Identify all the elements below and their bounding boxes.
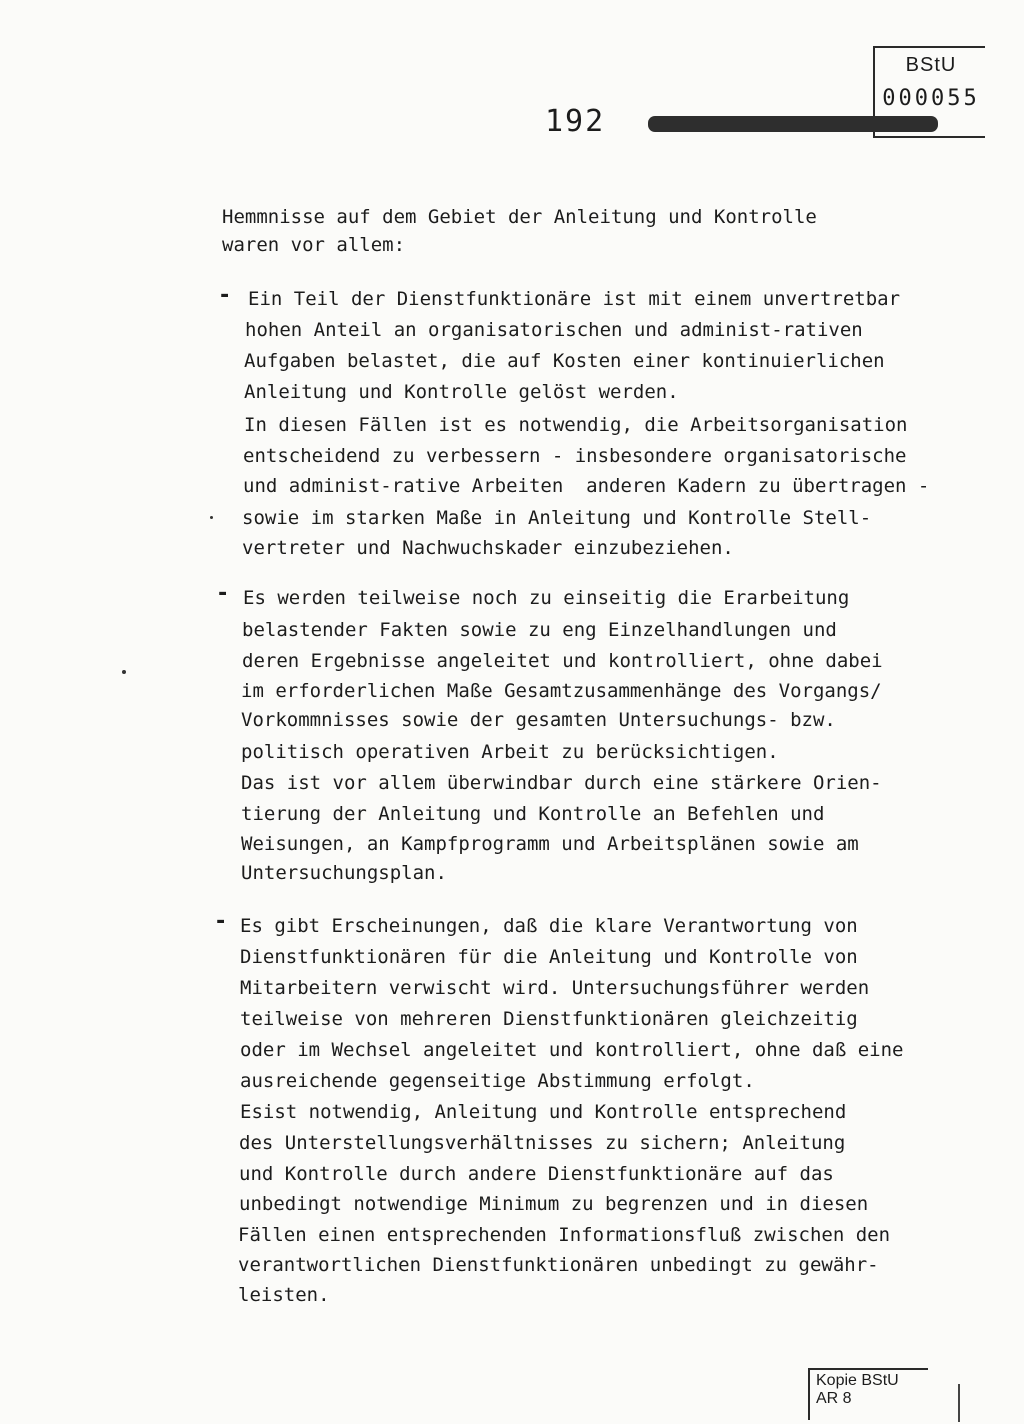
item-line: In diesen Fällen ist es notwendig, die Arbeitsorganisation bbox=[244, 414, 908, 436]
bullet-dash: - bbox=[214, 909, 228, 934]
item-line: vertreter und Nachwuchskader einzubeziehen. bbox=[242, 537, 734, 559]
intro-line: Hemmnisse auf dem Gebiet der Anleitung und Kontrolle bbox=[222, 206, 817, 228]
item-line: Esist notwendig, Anleitung und Kontrolle entsprechend bbox=[240, 1101, 847, 1123]
item-line: im erforderlichen Maße Gesamtzusammenhänge des Vorgangs/ bbox=[241, 680, 882, 702]
item-line: teilweise von mehreren Dienstfunktionären gleichzeitig bbox=[240, 1008, 858, 1030]
item-line: des Unterstellungsverhältnisses zu sichern; Anleitung bbox=[239, 1132, 846, 1154]
stamp-edge-line bbox=[958, 1384, 960, 1422]
item-line: Weisungen, an Kampfprogramm und Arbeitsplänen sowie am bbox=[241, 833, 859, 855]
item-line: sowie im starken Maße in Anleitung und Kontrolle Stell- bbox=[242, 507, 872, 529]
item-line: Dienstfunktionären für die Anleitung und Kontrolle von bbox=[240, 946, 858, 968]
item-line: oder im Wechsel angeleitet und kontrolliert, ohne daß eine bbox=[240, 1039, 904, 1061]
item-line: Ein Teil der Dienstfunktionäre ist mit einem unvertretbar bbox=[248, 288, 901, 310]
item-line: Fällen einen entsprechenden Informationsfluß zwischen den bbox=[238, 1224, 891, 1246]
page-number: 192 bbox=[545, 104, 606, 139]
item-line: Vorkommnisses sowie der gesamten Untersuchungs- bzw. bbox=[241, 709, 836, 731]
stamp-number: 000055 bbox=[882, 86, 980, 111]
item-line: Es werden teilweise noch zu einseitig die Erarbeitung bbox=[243, 587, 850, 609]
item-line: ausreichende gegenseitige Abstimmung erfolgt. bbox=[240, 1070, 755, 1092]
item-line: deren Ergebnisse angeleitet und kontrolliert, ohne dabei bbox=[242, 650, 883, 672]
redaction-bar bbox=[648, 116, 938, 132]
item-line: belastender Fakten sowie zu eng Einzelhandlungen und bbox=[242, 619, 837, 641]
item-line: unbedingt notwendige Minimum zu begrenzen und in diesen bbox=[239, 1193, 869, 1215]
item-line: und administ-rative Arbeiten anderen Kadern zu übertragen - bbox=[243, 475, 930, 497]
item-line: Anleitung und Kontrolle gelöst werden. bbox=[244, 381, 679, 403]
bullet-dash: - bbox=[218, 283, 232, 308]
archive-stamp-bottom bbox=[808, 1368, 928, 1420]
item-line: verantwortlichen Dienstfunktionären unbedingt zu gewähr- bbox=[238, 1254, 879, 1276]
item-line: Es gibt Erscheinungen, daß die klare Verantwortung von bbox=[240, 915, 858, 937]
item-line: leisten. bbox=[238, 1284, 330, 1306]
bullet-dash: - bbox=[216, 581, 230, 606]
item-line: politisch operativen Arbeit zu berücksichtigen. bbox=[241, 741, 779, 763]
item-line: Das ist vor allem überwindbar durch eine stärkere Orien- bbox=[241, 772, 882, 794]
item-line: hohen Anteil an organisatorischen und administ-rativen bbox=[245, 319, 863, 341]
item-line: Untersuchungsplan. bbox=[241, 862, 447, 884]
item-line: Mitarbeitern verwischt wird. Untersuchungsführer werden bbox=[240, 977, 870, 999]
intro-line: waren vor allem: bbox=[222, 234, 406, 256]
item-line: und Kontrolle durch andere Dienstfunktionäre auf das bbox=[239, 1163, 834, 1185]
stamp-bottom-line2: AR 8 bbox=[816, 1390, 852, 1407]
item-line: tierung der Anleitung und Kontrolle an Befehlen und bbox=[241, 803, 825, 825]
item-line: entscheidend zu verbessern - insbesondere organisatorische bbox=[243, 445, 907, 467]
stamp-bottom-line1: Kopie BStU bbox=[816, 1372, 899, 1389]
speck-mark bbox=[122, 670, 126, 674]
speck-mark bbox=[210, 516, 213, 519]
item-line: Aufgaben belastet, die auf Kosten einer kontinuierlichen bbox=[244, 350, 885, 372]
stamp-org: BStU bbox=[905, 54, 957, 76]
